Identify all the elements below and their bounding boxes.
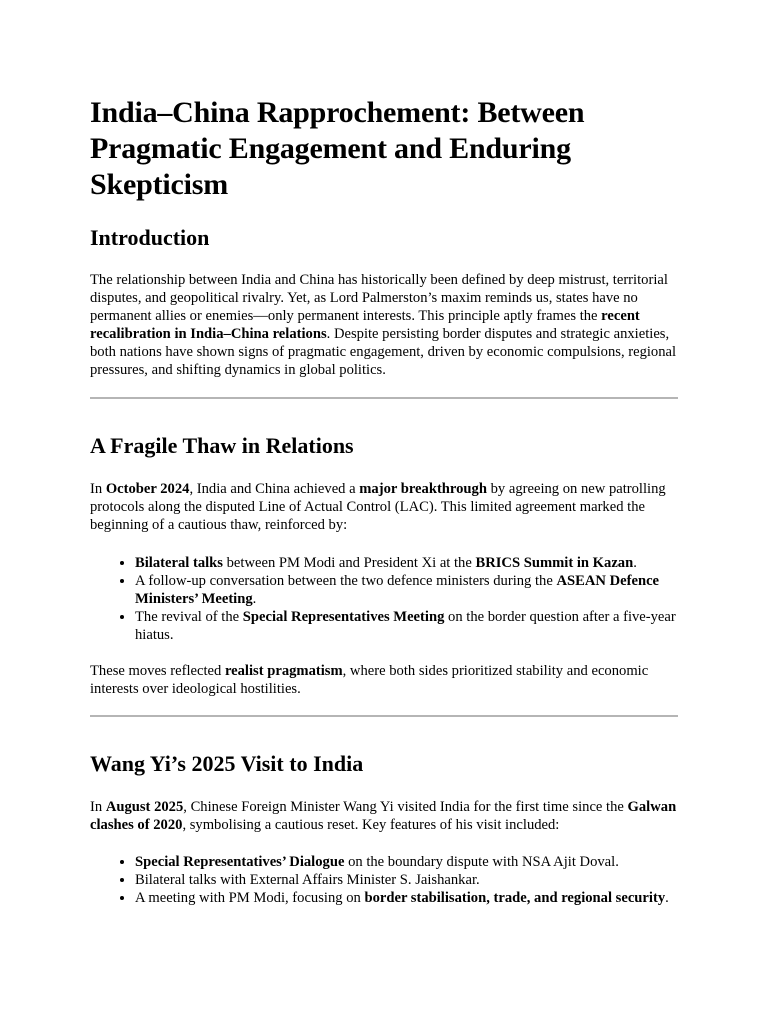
- wang-yi-section-heading: Wang Yi’s 2025 Visit to India: [90, 751, 364, 776]
- text-run: between PM Modi and President Xi at the: [222, 555, 476, 571]
- text-run: In: [90, 799, 106, 815]
- introduction-heading: Introduction: [90, 225, 210, 250]
- text-run: .: [633, 555, 637, 571]
- text-run: . Despite persisting border disputes and strategic anxieties, both nations have shown signs of pragmatic engagement, driven by economic compulsions, regional pressures, and shifting dynamics in global politics.: [90, 326, 677, 378]
- thaw-closing-paragraph: [90, 662, 678, 698]
- text-run: In: [90, 481, 106, 497]
- text-run: , where both sides prioritized stability and economic interests over ideological hostilities.: [90, 663, 649, 697]
- section-divider: [90, 397, 678, 399]
- text-run: The revival of the: [135, 609, 243, 625]
- thaw-section-heading: A Fragile Thaw in Relations: [90, 433, 354, 458]
- wang-yi-bullet-list: [90, 853, 678, 907]
- text-run: on the border question after a five-year hiatus.: [135, 609, 676, 643]
- text-run: .: [252, 591, 257, 607]
- article-title: India–China Rapprochement: Between Pragmatic Engagement and Enduring Skepticism: [90, 96, 585, 201]
- list-item: [135, 889, 678, 907]
- text-run: by agreeing on new patrolling protocols along the disputed Line of Actual Control (LAC). This limited agreement marked the beginning of a cautious thaw, reinforced by:: [90, 481, 666, 533]
- bold-text: ASEAN Defence Ministers’ Meeting: [135, 573, 660, 607]
- text-run: The relationship between India and China has historically been defined by deep mistrust, territorial disputes, and geopolitical rivalry. Yet, as Lord Palmerston’s maxim reminds us, states have no permanent allies or enemies—only permanent interests. This principle aptly frames the: [90, 272, 668, 324]
- list-item: [135, 608, 678, 644]
- bold-text: Galwan clashes of 2020: [90, 799, 677, 833]
- text-run: Bilateral talks with External Affairs Minister S. Jaishankar.: [135, 872, 480, 888]
- thaw-bullet-list: [90, 554, 678, 644]
- text-run: A meeting with PM Modi, focusing on: [135, 890, 365, 906]
- text-run: , India and China achieved a: [189, 481, 360, 497]
- bold-text: BRICS Summit in Kazan: [475, 555, 634, 571]
- bold-text: Bilateral talks: [135, 555, 223, 571]
- text-run: , Chinese Foreign Minister Wang Yi visited India for the first time since the: [183, 799, 628, 815]
- bold-text: Special Representatives Meeting: [242, 609, 445, 625]
- wang-yi-paragraph: [90, 798, 678, 834]
- text-run: , symbolising a cautious reset. Key features of his visit included:: [182, 817, 560, 833]
- bold-text: October 2024: [105, 481, 190, 497]
- bold-text: border stabilisation, trade, and regional security: [364, 890, 666, 906]
- bold-text: realist pragmatism: [224, 663, 343, 679]
- bold-text: major breakthrough: [359, 481, 487, 497]
- list-item: [135, 572, 678, 608]
- text-run: These moves reflected: [90, 663, 225, 679]
- introduction-paragraph: [90, 271, 678, 379]
- bold-text: August 2025: [105, 799, 184, 815]
- bold-text: recent recalibration in India–China relations: [90, 308, 640, 342]
- text-run: A follow-up conversation between the two defence ministers during the: [135, 573, 557, 589]
- text-run: on the boundary dispute with NSA Ajit Doval.: [344, 854, 619, 870]
- bold-text: Special Representatives’ Dialogue: [135, 854, 345, 870]
- thaw-paragraph: [90, 480, 678, 534]
- section-divider: [90, 715, 678, 717]
- text-run: .: [665, 890, 669, 906]
- list-item: [135, 554, 678, 572]
- list-item: [135, 871, 678, 889]
- list-item: [135, 853, 678, 871]
